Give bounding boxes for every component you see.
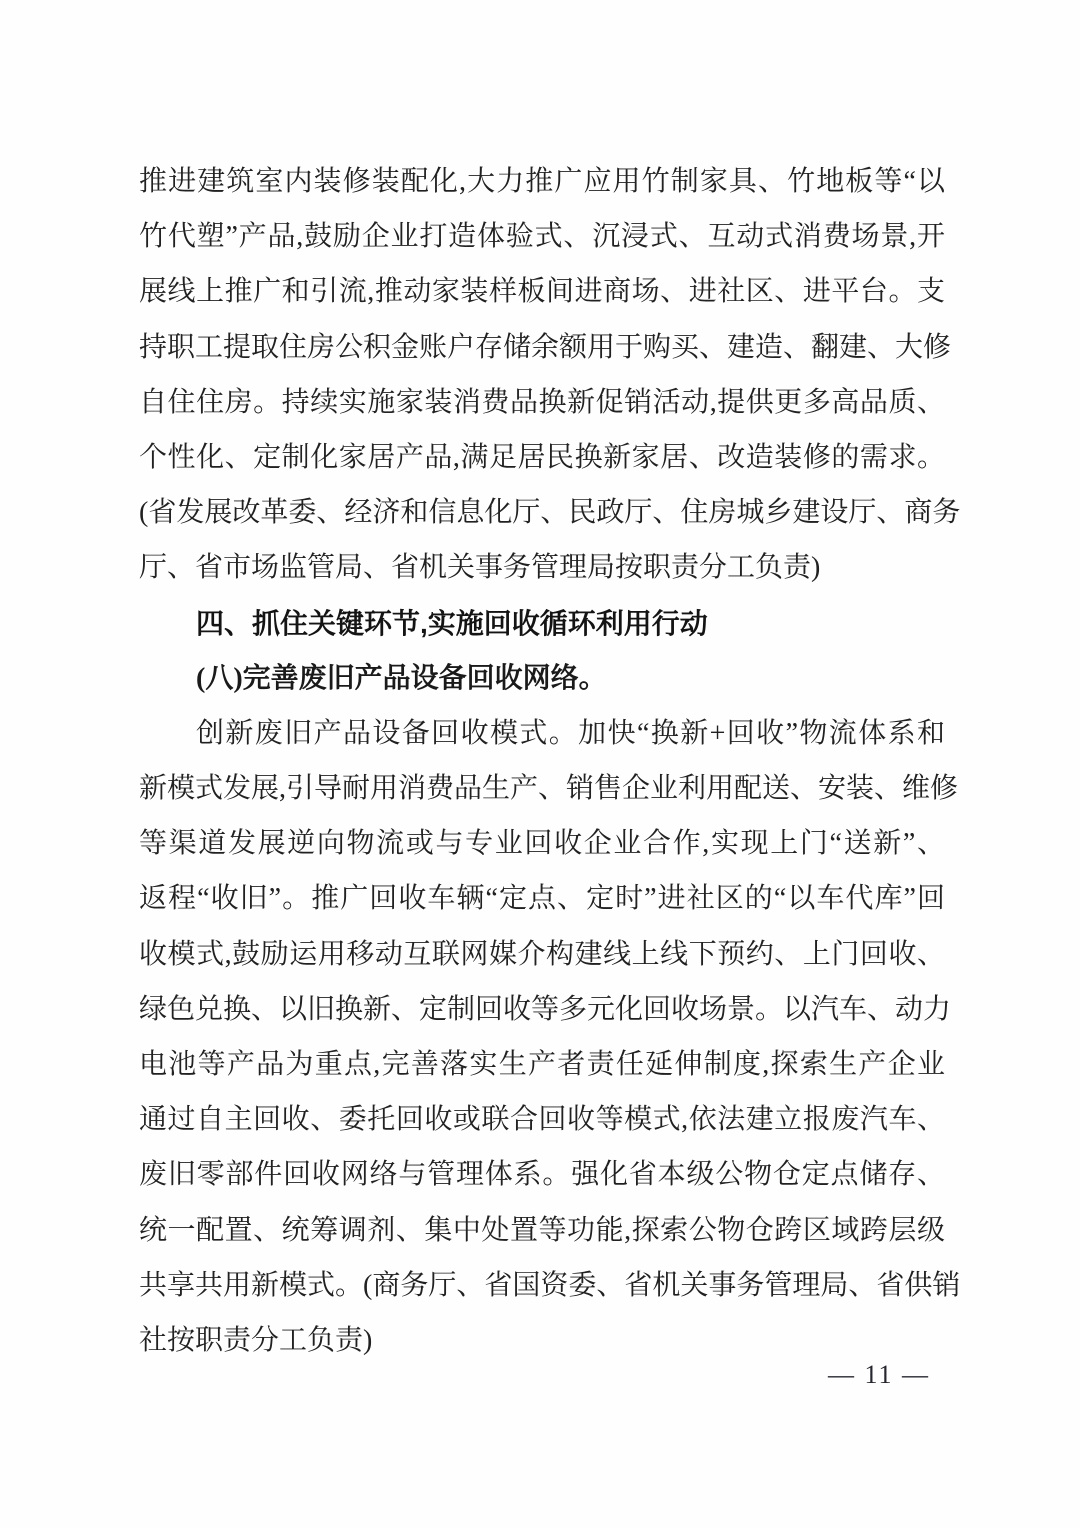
text-line: 创新废旧产品设备回收模式。加快“换新+回收”物流体系和 xyxy=(196,717,945,749)
text-line: 收模式,鼓励运用移动互联网媒介构建线上线下预约、上门回收、 xyxy=(139,938,945,970)
text-line: 竹代塑”产品,鼓励企业打造体验式、沉浸式、互动式消费场景,开 xyxy=(139,221,945,253)
text-line: 新模式发展,引导耐用消费品生产、销售企业利用配送、安装、维修 xyxy=(139,773,959,805)
text-line: 共享共用新模式。(商务厅、省国资委、省机关事务管理局、省供销 xyxy=(139,1269,961,1301)
text-line: 返程“收旧”。推广回收车辆“定点、定时”进社区的“以车代库”回 xyxy=(139,883,945,915)
text-line: 持职工提取住房公积金账户存储余额用于购买、建造、翻建、大修 xyxy=(139,331,952,363)
text-line: 统一配置、统筹调剂、集中处置等功能,探索公物仓跨区域跨层级 xyxy=(139,1214,945,1246)
text-line: 等渠道发展逆向物流或与专业回收企业合作,实现上门“送新”、 xyxy=(139,828,945,860)
text-line: 废旧零部件回收网络与管理体系。强化省本级公物仓定点储存、 xyxy=(139,1159,945,1191)
text-line: 厅、省市场监管局、省机关事务管理局按职责分工负责) xyxy=(139,552,821,584)
text-line: 电池等产品为重点,完善落实生产者责任延伸制度,探索生产企业 xyxy=(139,1049,945,1080)
section-heading: 四、抓住关键环节,实施回收循环利用行动 xyxy=(196,607,708,639)
text-line: 个性化、定制化家居产品,满足居民换新家居、改造装修的需求。 xyxy=(139,441,945,473)
text-line: 自住住房。持续实施家装消费品换新促销活动,提供更多高品质、 xyxy=(139,386,945,418)
text-line: 展线上推广和引流,推动家装样板间进商场、进社区、进平台。支 xyxy=(139,276,945,308)
text-line: (省发展改革委、经济和信息化厅、民政厅、住房城乡建设厅、商务 xyxy=(139,497,961,529)
text-line: 通过自主回收、委托回收或联合回收等模式,依法建立报废汽车、 xyxy=(139,1104,945,1136)
subsection-heading: (八)完善废旧产品设备回收网络。 xyxy=(196,662,607,694)
document-body xyxy=(139,154,961,1368)
text-line: 绿色兑换、以旧换新、定制回收等多元化回收场景。以汽车、动力 xyxy=(139,993,952,1025)
page-number: — 11 — xyxy=(827,1360,930,1389)
text-line: 社按职责分工负责) xyxy=(139,1324,373,1356)
text-line: 推进建筑室内装修装配化,大力推广应用竹制家具、竹地板等“以 xyxy=(139,166,945,197)
